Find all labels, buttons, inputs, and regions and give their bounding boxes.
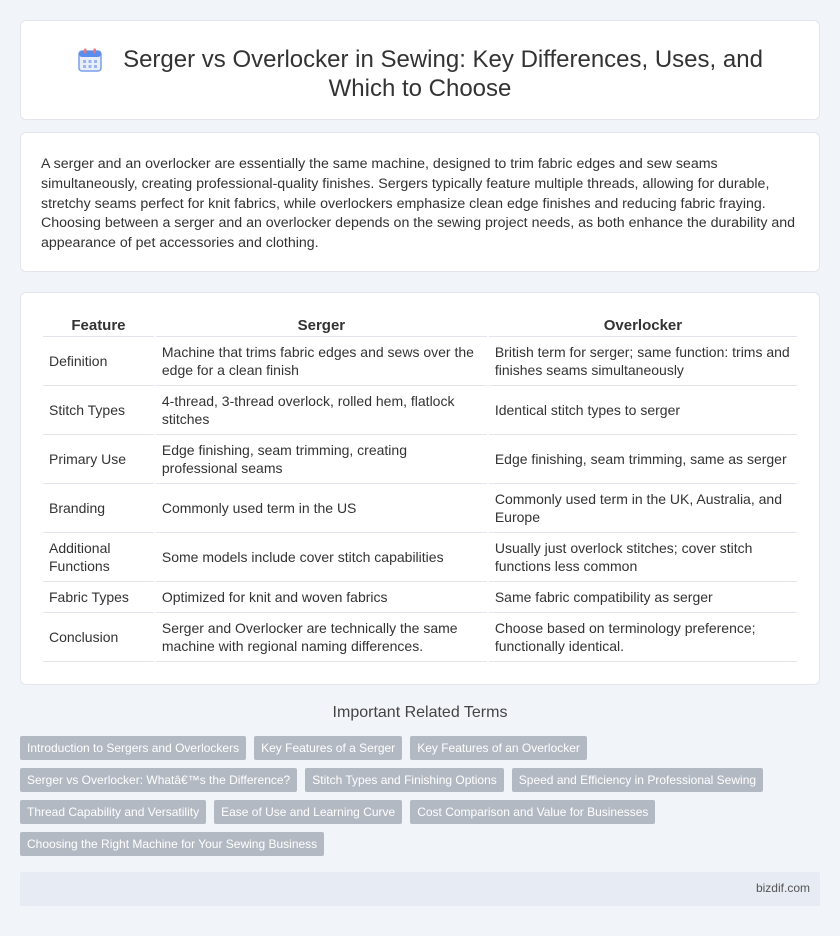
overlocker-cell: Edge finishing, seam trimming, same as serger — [489, 435, 797, 484]
related-term-tag[interactable]: Thread Capability and Versatility — [20, 800, 206, 824]
related-term-tag[interactable]: Speed and Efficiency in Professional Sewing — [512, 768, 763, 792]
table-row — [43, 337, 797, 386]
table-row — [43, 613, 797, 662]
footer — [20, 872, 820, 906]
calendar-icon — [77, 47, 103, 73]
serger-cell: Commonly used term in the US — [156, 484, 487, 533]
related-term-tag[interactable]: Choosing the Right Machine for Your Sewing Business — [20, 832, 324, 856]
intro-paragraph: A serger and an overlocker are essentially the same machine, designed to trim fabric edges and sew seams simultaneously, creating professional-quality finishes. Sergers typically feature multiple threads, allowing for durable, stretchy seams perfect for knit fabrics, while overlockers emphasize clean edge finishes and reducing fabric fraying. Choosing between a serger and an overlocker depends on the sewing project needs, as both enhance the durability and appearance of pet accessories and clothing. — [41, 156, 796, 252]
serger-cell: Edge finishing, seam trimming, creating professional seams — [156, 435, 487, 484]
comparison-table — [41, 315, 799, 662]
tag-row — [20, 832, 820, 856]
page-title: Serger vs Overlocker in Sewing: Key Differences, Uses, and Which to Choose — [123, 46, 763, 102]
header-feature: Feature — [43, 315, 154, 337]
related-term-tag[interactable]: Ease of Use and Learning Curve — [214, 800, 402, 824]
related-term-tag[interactable]: Introduction to Sergers and Overlockers — [20, 736, 246, 760]
feature-cell: Definition — [43, 337, 154, 386]
table-header-row — [43, 315, 797, 337]
related-term-tag[interactable]: Key Features of a Serger — [254, 736, 402, 760]
table-row — [43, 582, 797, 613]
intro-card — [20, 132, 820, 272]
footer-site-name[interactable]: bizdif.com — [755, 881, 810, 895]
overlocker-cell: British term for serger; same function: trims and finishes seams simultaneously — [489, 337, 797, 386]
serger-cell: Machine that trims fabric edges and sews over the edge for a clean finish — [156, 337, 487, 386]
feature-cell: Conclusion — [43, 613, 154, 662]
related-term-tag[interactable]: Serger vs Overlocker: Whatâ€™s the Difference? — [20, 768, 297, 792]
header-overlocker: Overlocker — [489, 315, 797, 337]
feature-cell: Stitch Types — [43, 386, 154, 435]
overlocker-cell: Identical stitch types to serger — [489, 386, 797, 435]
related-terms-heading: Important Related Terms — [332, 704, 508, 721]
tag-row — [20, 736, 820, 760]
feature-cell: Additional Functions — [43, 533, 154, 582]
related-term-tag[interactable]: Key Features of an Overlocker — [410, 736, 587, 760]
feature-cell: Branding — [43, 484, 154, 533]
feature-cell: Fabric Types — [43, 582, 154, 613]
serger-cell: Serger and Overlocker are technically the same machine with regional naming differences. — [156, 613, 487, 662]
serger-cell: 4-thread, 3-thread overlock, rolled hem, flatlock stitches — [156, 386, 487, 435]
header-serger: Serger — [156, 315, 487, 337]
table-row — [43, 484, 797, 533]
tag-row — [20, 800, 820, 824]
table-row — [43, 435, 797, 484]
serger-cell: Some models include cover stitch capabilities — [156, 533, 487, 582]
table-row — [43, 386, 797, 435]
related-term-tag[interactable]: Cost Comparison and Value for Businesses — [410, 800, 655, 824]
overlocker-cell: Usually just overlock stitches; cover stitch functions less common — [489, 533, 797, 582]
title-card — [20, 20, 820, 120]
overlocker-cell: Same fabric compatibility as serger — [489, 582, 797, 613]
table-row — [43, 533, 797, 582]
feature-cell: Primary Use — [43, 435, 154, 484]
serger-cell: Optimized for knit and woven fabrics — [156, 582, 487, 613]
page-title-wrap — [51, 45, 789, 103]
overlocker-cell: Choose based on terminology preference; functionally identical. — [489, 613, 797, 662]
overlocker-cell: Commonly used term in the UK, Australia, and Europe — [489, 484, 797, 533]
comparison-card — [20, 292, 820, 685]
tag-row — [20, 768, 820, 792]
related-term-tag[interactable]: Stitch Types and Finishing Options — [305, 768, 504, 792]
related-terms-list — [20, 736, 820, 864]
